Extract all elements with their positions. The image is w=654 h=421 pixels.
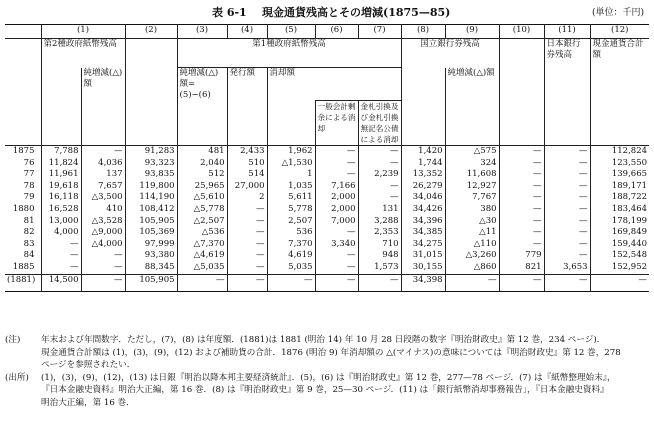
- note-text: ページを参照されたい．: [41, 360, 136, 371]
- value-cell: 1,573: [358, 262, 401, 274]
- table-body: [5, 25, 649, 292]
- value-cell: 169,849: [590, 227, 649, 239]
- value-cell: 159,440: [590, 239, 649, 251]
- value-cell: 2,433: [227, 146, 267, 158]
- value-cell: —: [81, 250, 125, 262]
- value-cell: 91,283: [125, 146, 177, 158]
- value-cell: —: [358, 192, 401, 204]
- value-cell: —: [177, 274, 227, 291]
- value-cell: △5,610: [177, 192, 227, 204]
- value-cell: 2,000: [315, 192, 358, 204]
- value-cell: 178,199: [590, 216, 649, 228]
- source-text: (1)，(3)，(9)，(12)，(13) は日銀『明治以降本邦主要経済統計』．(5)，(6) は『明治財政史』第 12 巻，277—78 ページ．(7) は『紙幣整理始末』，: [41, 372, 616, 383]
- year-cell: 1880: [12, 203, 35, 214]
- value-cell: 2,353: [358, 227, 401, 239]
- header-col5: 発行額: [227, 68, 267, 146]
- value-cell: 11,961: [41, 169, 81, 181]
- value-cell: —: [499, 146, 544, 158]
- table-row: [5, 227, 649, 239]
- value-cell: △1,530: [267, 158, 315, 170]
- value-cell: 514: [227, 169, 267, 181]
- value-cell: —: [499, 204, 544, 216]
- header-col2: 純増減(△)額: [81, 68, 125, 146]
- value-cell: —: [358, 146, 401, 158]
- value-cell: 27,000: [227, 181, 267, 193]
- value-cell: —: [499, 274, 544, 291]
- value-cell: 3,340: [315, 239, 358, 251]
- value-cell: 7,788: [41, 146, 81, 158]
- value-cell: —: [544, 204, 590, 216]
- year-cell: 1885: [5, 262, 41, 274]
- year-header: [5, 39, 41, 146]
- value-cell: —: [81, 146, 125, 158]
- year-cell: 82: [23, 227, 35, 238]
- year-cell: 81: [23, 215, 35, 226]
- value-cell: 13,000: [41, 216, 81, 228]
- column-number: (2): [125, 25, 177, 39]
- column-number: (6): [315, 25, 358, 39]
- value-cell: —: [499, 181, 544, 193]
- value-cell: 30,155: [401, 262, 445, 274]
- value-cell: 11,824: [41, 158, 81, 170]
- value-cell: —: [358, 181, 401, 193]
- value-cell: 105,905: [125, 216, 177, 228]
- value-cell: 93,380: [125, 250, 177, 262]
- value-cell: 2,000: [315, 204, 358, 216]
- value-cell: △4,619: [177, 250, 227, 262]
- value-cell: 2,040: [177, 158, 227, 170]
- header-col8: 金札引換及び金札引換無記名公債による消却: [358, 101, 401, 146]
- value-cell: 14,500: [41, 274, 81, 291]
- value-cell: —: [544, 169, 590, 181]
- value-cell: △30: [445, 216, 499, 228]
- value-cell: 97,999: [125, 239, 177, 251]
- value-cell: 112,824: [590, 146, 649, 158]
- note-text: 年末および年間数字．ただし，(7)，(8) は年度額．(1881)は 1881 (明治 14) 年 10 月 28 日段階の数字『明治財政史』第 12 巻，234 ページ)．: [41, 335, 606, 345]
- value-cell: 137: [81, 169, 125, 181]
- table-row: [5, 181, 649, 193]
- value-cell: 510: [227, 158, 267, 170]
- value-cell: —: [41, 262, 81, 274]
- value-cell: —: [315, 158, 358, 170]
- source-text: 明治大正編，第 16 巻．: [41, 397, 135, 408]
- value-cell: —: [227, 204, 267, 216]
- value-cell: —: [544, 250, 590, 262]
- value-cell: 88,345: [125, 262, 177, 274]
- value-cell: 93,835: [125, 169, 177, 181]
- value-cell: —: [544, 158, 590, 170]
- unit-label: (単位：千円): [591, 8, 644, 18]
- table-row: [5, 169, 649, 181]
- value-cell: △9,000: [81, 227, 125, 239]
- value-cell: —: [81, 274, 125, 291]
- value-cell: 123,550: [590, 158, 649, 170]
- value-cell: —: [315, 262, 358, 274]
- note-text: 現金通貨合計額は (1)，(3)，(9)，(12) および補助貨の合計．1876 (明治 9) 年消却額の △(マイナス)の意味については『明治財政史』第 12 巻，278: [41, 347, 621, 358]
- value-cell: 139,665: [590, 169, 649, 181]
- value-cell: 481: [177, 146, 227, 158]
- table-row: [5, 216, 649, 228]
- value-cell: 7,657: [81, 181, 125, 193]
- table-number: 表 6-1: [212, 6, 247, 19]
- value-cell: 13,352: [401, 169, 445, 181]
- value-cell: —: [544, 227, 590, 239]
- header-col9-10: 国立銀行券残高: [401, 39, 499, 68]
- value-cell: 152,952: [590, 262, 649, 274]
- source-row: [5, 372, 651, 385]
- header-col11-cell: [499, 39, 544, 146]
- year-cell: 78: [23, 180, 35, 191]
- year-cell: 84: [23, 250, 35, 261]
- value-cell: —: [499, 192, 544, 204]
- value-cell: 25,965: [177, 181, 227, 193]
- value-cell: —: [544, 216, 590, 228]
- header-col1: 第2種政府紙幣残高: [41, 39, 125, 68]
- value-cell: 779: [499, 250, 544, 262]
- note-row: [5, 347, 651, 360]
- value-cell: 4,619: [267, 250, 315, 262]
- value-cell: 2,239: [358, 169, 401, 181]
- value-cell: 324: [445, 158, 499, 170]
- table-row: [5, 239, 649, 251]
- value-cell: 1,962: [267, 146, 315, 158]
- value-cell: 16,118: [41, 192, 81, 204]
- value-cell: 189,171: [590, 181, 649, 193]
- value-cell: 7,000: [315, 216, 358, 228]
- header-col8-top: [358, 68, 401, 101]
- value-cell: 34,426: [401, 204, 445, 216]
- column-number: (7): [358, 25, 401, 39]
- column-number: (9): [445, 25, 499, 39]
- value-cell: —: [315, 227, 358, 239]
- table-row: [5, 158, 649, 170]
- year-cell: 76: [23, 157, 35, 168]
- header-col13: 現金通貨合計額: [590, 39, 649, 146]
- value-cell: 1,744: [401, 158, 445, 170]
- value-cell: 183,464: [590, 204, 649, 216]
- value-cell: —: [315, 169, 358, 181]
- value-cell: —: [358, 158, 401, 170]
- header-col6-blank: [267, 101, 315, 146]
- currency-table: [5, 24, 649, 292]
- value-cell: 11,608: [445, 169, 499, 181]
- year-cell: (1881): [5, 274, 41, 291]
- value-cell: —: [227, 250, 267, 262]
- table-row: [5, 274, 649, 291]
- value-cell: —: [499, 158, 544, 170]
- title-row: [0, 4, 654, 20]
- value-cell: —: [81, 262, 125, 274]
- header-col7-top: [315, 68, 358, 101]
- value-cell: —: [227, 239, 267, 251]
- value-cell: —: [315, 146, 358, 158]
- table-title: 現金通貨残高とその増減(1875—85): [262, 6, 451, 19]
- value-cell: —: [544, 239, 590, 251]
- value-cell: 1: [267, 169, 315, 181]
- header-col3-8: 第1種政府紙幣残高: [177, 39, 401, 68]
- value-cell: 4,036: [81, 158, 125, 170]
- notes-section: [5, 334, 651, 410]
- header-col10: 純増減(△)額: [445, 68, 499, 146]
- value-cell: 34,396: [401, 216, 445, 228]
- table-row: [5, 146, 649, 158]
- value-cell: 108,412: [125, 204, 177, 216]
- value-cell: 2: [227, 192, 267, 204]
- value-cell: 34,046: [401, 192, 445, 204]
- note-row: [5, 334, 651, 347]
- column-number: (8): [401, 25, 445, 39]
- value-cell: —: [227, 262, 267, 274]
- value-cell: 710: [358, 239, 401, 251]
- source-row: [5, 397, 651, 410]
- value-cell: 26,279: [401, 181, 445, 193]
- value-cell: 5,035: [267, 262, 315, 274]
- note-row: [5, 359, 651, 372]
- value-cell: 152,548: [590, 250, 649, 262]
- column-number: (12): [590, 25, 649, 39]
- value-cell: △7,370: [177, 239, 227, 251]
- value-cell: 119,800: [125, 181, 177, 193]
- value-cell: △5,778: [177, 204, 227, 216]
- value-cell: —: [590, 274, 649, 291]
- value-cell: 188,722: [590, 192, 649, 204]
- table-row: [5, 204, 649, 216]
- corner-cell: [5, 25, 41, 39]
- value-cell: 34,385: [401, 227, 445, 239]
- value-cell: △575: [445, 146, 499, 158]
- value-cell: △4,000: [81, 239, 125, 251]
- value-cell: —: [499, 216, 544, 228]
- header-col3: [125, 39, 177, 146]
- value-cell: —: [41, 239, 81, 251]
- value-cell: 7,166: [315, 181, 358, 193]
- source-text: 『日本金融史資料』明治大正編，第 16 巻．(8) は『明治財政史』第 9 巻，25—30 ページ．(11) は「銀行紙幣消却事務報告」，『日本金融史資料』: [41, 385, 609, 396]
- column-number: (10): [499, 25, 544, 39]
- value-cell: —: [499, 169, 544, 181]
- value-cell: 19,618: [41, 181, 81, 193]
- source-label: (出所): [5, 372, 29, 383]
- year-cell: 1875: [12, 146, 35, 156]
- value-cell: —: [544, 274, 590, 291]
- header-col4: 純増減(△)額=(5)−(6): [177, 68, 227, 146]
- value-cell: —: [41, 250, 81, 262]
- column-number: (3): [177, 25, 227, 39]
- value-cell: 1,035: [267, 181, 315, 193]
- value-cell: 34,398: [401, 274, 445, 291]
- column-number: (4): [227, 25, 267, 39]
- value-cell: —: [227, 274, 267, 291]
- year-cell: 79: [23, 192, 35, 203]
- value-cell: 380: [445, 204, 499, 216]
- value-cell: —: [499, 239, 544, 251]
- value-cell: 34,275: [401, 239, 445, 251]
- value-cell: 821: [499, 262, 544, 274]
- value-cell: 12,927: [445, 181, 499, 193]
- value-cell: △3,260: [445, 250, 499, 262]
- value-cell: —: [315, 250, 358, 262]
- value-cell: —: [499, 227, 544, 239]
- value-cell: —: [227, 216, 267, 228]
- source-row: [5, 384, 651, 397]
- header-col12: 日本銀行券残高: [544, 39, 590, 146]
- value-cell: 948: [358, 250, 401, 262]
- value-cell: 3,653: [544, 262, 590, 274]
- value-cell: —: [445, 274, 499, 291]
- column-number: (5): [267, 25, 315, 39]
- value-cell: △3,500: [81, 192, 125, 204]
- value-cell: 410: [81, 204, 125, 216]
- value-cell: 5,778: [267, 204, 315, 216]
- value-cell: △3,528: [81, 216, 125, 228]
- value-cell: —: [544, 146, 590, 158]
- value-cell: 16,528: [41, 204, 81, 216]
- value-cell: 114,190: [125, 192, 177, 204]
- value-cell: —: [315, 274, 358, 291]
- value-cell: 512: [177, 169, 227, 181]
- value-cell: 1,420: [401, 146, 445, 158]
- value-cell: —: [544, 192, 590, 204]
- value-cell: 31,015: [401, 250, 445, 262]
- column-number: (1): [41, 25, 125, 39]
- header-col6: 消却額: [267, 68, 315, 101]
- header-col9-blank: [401, 68, 445, 146]
- value-cell: 2,507: [267, 216, 315, 228]
- value-cell: 5,611: [267, 192, 315, 204]
- note-label: (注): [5, 335, 21, 345]
- value-cell: —: [227, 227, 267, 239]
- value-cell: △11: [445, 227, 499, 239]
- table-row: [5, 192, 649, 204]
- value-cell: 93,323: [125, 158, 177, 170]
- value-cell: 4,000: [41, 227, 81, 239]
- value-cell: △2,507: [177, 216, 227, 228]
- value-cell: △860: [445, 262, 499, 274]
- table-row: [5, 262, 649, 274]
- table-row: [5, 250, 649, 262]
- value-cell: —: [358, 274, 401, 291]
- value-cell: △110: [445, 239, 499, 251]
- value-cell: 536: [267, 227, 315, 239]
- value-cell: —: [267, 274, 315, 291]
- value-cell: △536: [177, 227, 227, 239]
- year-cell: 83: [23, 238, 35, 249]
- value-cell: 7,767: [445, 192, 499, 204]
- value-cell: 3,288: [358, 216, 401, 228]
- year-cell: 77: [23, 169, 35, 180]
- value-cell: 105,369: [125, 227, 177, 239]
- header-col7: 一般会計剰余による消却: [315, 101, 358, 146]
- value-cell: 105,905: [125, 274, 177, 291]
- column-number: (11): [544, 25, 590, 39]
- value-cell: △5,035: [177, 262, 227, 274]
- value-cell: 131: [358, 204, 401, 216]
- value-cell: —: [544, 181, 590, 193]
- value-cell: 7,370: [267, 239, 315, 251]
- header-col1-blank: [41, 68, 81, 146]
